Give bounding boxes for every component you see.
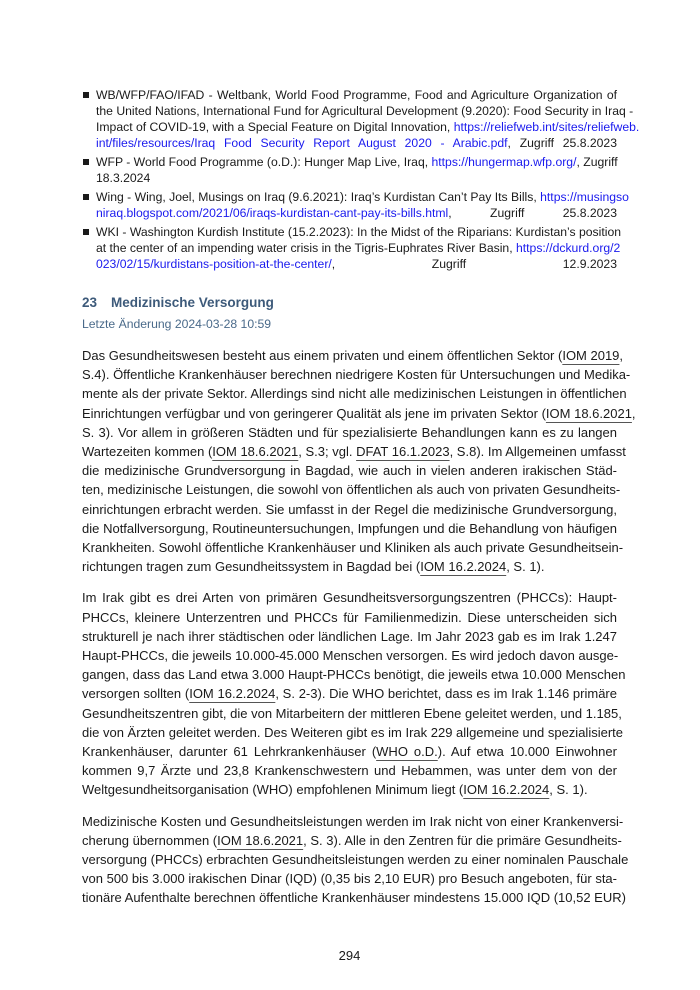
- text-line: [82, 500, 617, 519]
- text-segment: WB/WFP/FAO/IFAD - Weltbank, World Food Programme, Food and Agriculture Organization of: [96, 88, 617, 102]
- reference-list: [96, 87, 640, 272]
- text-line: [82, 538, 624, 557]
- text-segment: versorgung (PHCCs) erbrachten Gesundheitsleistungen werden zu einer nominalen Pauschale: [82, 852, 629, 868]
- text-line: [96, 256, 617, 272]
- text-line: [82, 442, 626, 461]
- text-line: [82, 831, 622, 850]
- bullet-icon: [83, 229, 89, 235]
- text-line: [82, 557, 617, 576]
- citation-link[interactable]: IOM 18.6.2021: [212, 444, 299, 460]
- text-segment: die medizinische Grundversorgung in Bagdad, wie auch in vielen anderen irakischen Städ-: [82, 463, 617, 479]
- text-line: [82, 384, 627, 403]
- text-line: [82, 723, 623, 742]
- text-segment: Wartezeiten kommen (: [82, 444, 213, 460]
- text-line: [96, 240, 621, 256]
- reference-link[interactable]: https://reliefweb.int/sites/reliefweb.: [453, 120, 640, 134]
- text-line: [82, 761, 617, 780]
- text-line: [96, 135, 617, 151]
- text-segment: at the center of an impending water crisis in the Tigris-Euphrates River Basin,: [96, 241, 516, 255]
- text-segment: ,: [619, 348, 624, 363]
- text-line: [82, 461, 617, 480]
- text-segment: ten, medizinische Leistungen, die sowohl von öffentlichen als auch von privaten Gesundheits-: [82, 482, 621, 498]
- text-line: [82, 346, 624, 365]
- text-segment: , S.8). Im Allgemeinen umfasst: [449, 444, 626, 460]
- text-segment: mente als der private Sektor. Allerdings sind nicht alle medizinischen Leistungen in öffentlichen: [82, 386, 627, 402]
- reference-item: [96, 224, 622, 272]
- citation-link[interactable]: IOM 18.6.2021: [217, 832, 304, 848]
- text-line: [82, 480, 621, 499]
- text-line: [82, 423, 617, 442]
- paragraph: [82, 588, 626, 799]
- text-line: [82, 646, 617, 665]
- page-number: 294: [338, 947, 361, 963]
- reference-link[interactable]: niraq.blogspot.com/2021/06/iraqs-kurdistan-cant-pay-its-bills.html: [96, 206, 449, 220]
- text-line: [96, 103, 634, 119]
- text-line: [82, 519, 617, 538]
- text-segment: Haupt-PHCCs, die jeweils 10.000-45.000 Menschen versorgen. Es wird jedoch davon ausge-: [82, 648, 619, 664]
- text-segment: Medizinische Kosten und Gesundheitsleistungen werden im Irak nicht von einer Krankenversi-: [82, 813, 624, 829]
- text-segment: the United Nations, International Fund for Agricultural Development (9.2020): Food Security in Iraq -: [96, 104, 634, 118]
- text-segment: , S.3; vgl.: [298, 444, 357, 460]
- text-line: [96, 170, 617, 186]
- bullet-icon: [83, 194, 89, 200]
- text-line: [96, 87, 617, 103]
- text-segment: , S. 1).: [506, 559, 545, 575]
- reference-link[interactable]: 023/02/15/kurdistans-position-at-the-center/: [96, 257, 332, 271]
- text-segment: ,: [631, 405, 636, 421]
- text-segment: strukturell je nach ihrer städtischen oder ländlichen Lage. Im Jahr 2023 gab es im Irak 1.247: [82, 628, 617, 644]
- text-segment: tionäre Aufenthalte berechnen öffentliche Krankenhäuser mindestens 15.000 IQD (10,52 EUR): [82, 890, 626, 906]
- text-segment: Wing - Wing, Joel, Musings on Iraq (9.6.2021): Iraq’s Kurdistan Can’t Pay Its Bills,: [96, 190, 541, 204]
- text-line: [82, 869, 617, 888]
- text-segment: WFP - World Food Programme (o.D.): Hunger Map Live, Iraq,: [96, 155, 432, 169]
- text-segment: cherung übernommen (: [82, 832, 218, 848]
- text-segment: WKI - Washington Kurdish Institute (15.2.2023): In the Midst of the Riparians: Kurdistan’s position: [96, 225, 622, 239]
- section-heading: [82, 294, 617, 312]
- citation-link[interactable]: IOM 2019: [562, 348, 620, 363]
- text-segment: ). Auf etwa 10.000 Einwohner: [437, 744, 617, 760]
- reference-item: [96, 154, 617, 186]
- text-segment: Krankheiten. Sowohl öffentliche Krankenhäuser und Kliniken als auch private Gesundheitsein-: [82, 540, 624, 556]
- bullet-icon: [83, 159, 89, 165]
- text-line: [96, 224, 622, 240]
- text-segment: Im Irak gibt es drei Arten von primären Gesundheitsversorgungszentren (PHCCs): Haupt-: [82, 590, 617, 606]
- citation-link[interactable]: IOM 16.2.2024: [463, 782, 550, 798]
- text-line: [82, 780, 617, 799]
- text-segment: Gesundheitszentren gibt, die von Mitarbeitern der mittleren Ebene geleitet werden, und 1.185,: [82, 705, 622, 721]
- text-line: [96, 189, 629, 205]
- reference-link[interactable]: https://musingso: [540, 190, 629, 204]
- text-line: [82, 404, 636, 423]
- section-number: 23: [82, 295, 98, 310]
- text-segment: , Zugriff 25.8.2023: [507, 136, 617, 150]
- text-line: [96, 154, 617, 170]
- text-line: [82, 850, 629, 869]
- reference-item: [96, 87, 640, 151]
- last-changed-date: Letzte Änderung 2024-03-28 10:59: [82, 317, 272, 331]
- text-line: [82, 888, 626, 907]
- text-line: [82, 665, 626, 684]
- text-segment: , S. 3). Alle in den Zentren für die primäre Gesundheits-: [303, 832, 622, 848]
- section-title: Medizinische Versorgung: [111, 295, 274, 310]
- text-segment: 18.3.2024: [96, 171, 151, 185]
- text-segment: richtungen tragen zum Gesundheitssystem in Bagdad bei (: [82, 559, 421, 575]
- text-line: [82, 365, 631, 384]
- text-line: [82, 684, 617, 703]
- text-segment: , Zugriff: [576, 155, 618, 169]
- text-segment: S. 3). Vor allem in größeren Städten und für spezialisierte Behandlungen kann es zu langen: [82, 424, 617, 440]
- text-segment: die von Ärzten geleitet werden. Des Weiteren gibt es im Irak 229 allgemeine und spezialisierte: [82, 724, 623, 740]
- reference-link[interactable]: https://hungermap.wfp.org/: [431, 155, 577, 169]
- text-segment: gangen, dass das Land etwa 3.000 Haupt-PHCCs benötigt, die jeweils etwa 10.000 Menschen: [82, 667, 626, 683]
- text-line: [82, 704, 622, 723]
- text-segment: S.4). Öffentliche Krankenhäuser berechnen niedrigere Kosten für Untersuchungen und Medika-: [82, 367, 631, 383]
- text-segment: versorgen sollten (: [82, 686, 190, 702]
- citation-link[interactable]: DFAT 16.1.2023: [356, 444, 450, 460]
- text-line: [82, 588, 617, 607]
- paragraph: [82, 812, 629, 908]
- citation-link[interactable]: WHO o.D.: [376, 744, 438, 760]
- reference-link[interactable]: int/files/resources/Iraq Food Security Report August 2020 - Arabic.pdf: [96, 136, 508, 150]
- text-segment: , S. 1).: [549, 782, 588, 798]
- text-segment: einrichtungen erbracht werden. Sie umfasst in der Regel die medizinische Grundversorgung,: [82, 501, 617, 517]
- text-line: [82, 742, 617, 761]
- text-segment: , S. 2-3). Die WHO berichtet, dass es im Irak 1.146 primäre: [275, 686, 617, 702]
- text-line: [96, 205, 617, 221]
- citation-link[interactable]: IOM 16.2.2024: [420, 559, 507, 575]
- citation-link[interactable]: IOM 18.6.2021: [545, 405, 632, 421]
- text-segment: Krankenhäuser, darunter 61 Lehrkrankenhäuser (: [82, 744, 377, 760]
- text-segment: , Zugriff 12.9.2023: [331, 257, 617, 271]
- text-line: [96, 119, 640, 135]
- reference-link[interactable]: https://dckurd.org/2: [516, 241, 621, 255]
- text-segment: PHCCs, kleinere Unterzentren und PHCCs für Familienmedizin. Diese unterscheiden sich: [82, 609, 617, 625]
- text-segment: Weltgesundheitsorganisation (WHO) empfohlenen Minimum liegt (: [82, 782, 464, 798]
- citation-link[interactable]: IOM 16.2.2024: [189, 686, 276, 702]
- text-segment: von 500 bis 3.000 irakischen Dinar (IQD) (0,35 bis 2,10 EUR) pro Besuch angeboten, für sta-: [82, 871, 617, 887]
- text-segment: Impact of COVID-19, with a Special Feature on Digital Innovation,: [96, 120, 454, 134]
- bullet-icon: [83, 92, 89, 98]
- text-segment: Das Gesundheitswesen besteht aus einem privaten und einem öffentlichen Sektor (: [82, 348, 563, 363]
- text-line: [82, 812, 624, 831]
- paragraph: [82, 346, 636, 576]
- text-line: [82, 627, 617, 646]
- text-segment: die Notfallversorgung, Routineuntersuchungen, Impfungen und die Behandlung von häufigen: [82, 520, 617, 536]
- text-line: [82, 608, 617, 627]
- text-segment: , Zugriff 25.8.2023: [448, 206, 617, 220]
- reference-item: [96, 189, 629, 221]
- text-segment: kommen 9,7 Ärzte und 23,8 Krankenschwestern und Hebammen, was unter dem von der: [82, 763, 617, 779]
- text-segment: Einrichtungen verfügbar und von geringerer Qualität als jene im privaten Sektor (: [82, 405, 546, 421]
